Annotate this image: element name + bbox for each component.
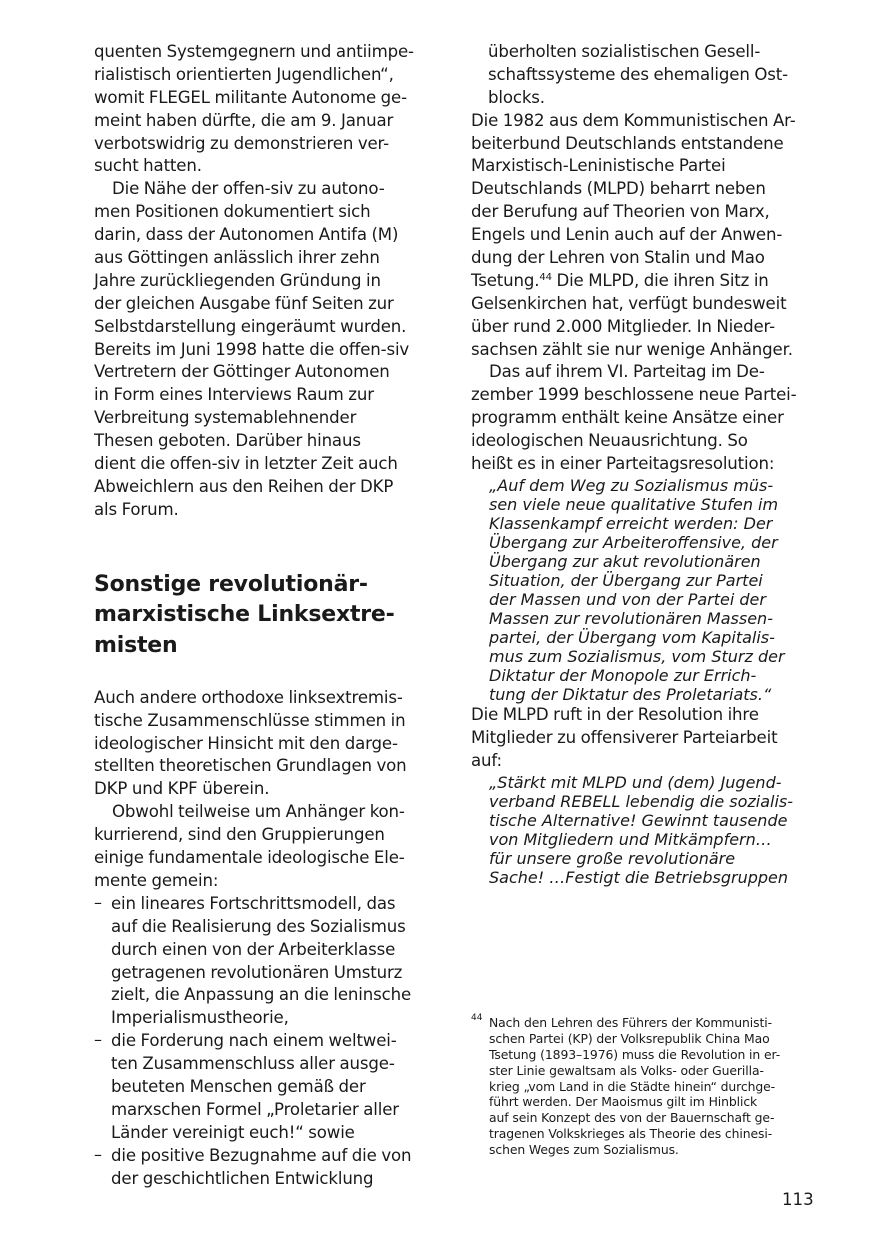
text-line: Übergang zur akut revolutionären [489, 551, 761, 571]
text-line: ideologischer Hinsicht mit den darge- [94, 733, 398, 753]
text-line: womit FLEGEL militante Autonome ge- [94, 87, 407, 107]
text-line: tische Zusammenschlüsse stimmen in [94, 710, 406, 730]
text-line: Gelsenkirchen hat, verfügt bundesweit [471, 293, 787, 313]
quotation [471, 773, 816, 887]
text-line: tische Alternative! Gewinnt tausende [489, 810, 788, 830]
text-line: Abweichlern aus den Reihen der DKP [94, 476, 394, 496]
text-line: sen viele neue qualitative Stufen im [489, 494, 779, 514]
text-line: führt werden. Der Maoismus gilt im Hinblick [489, 1094, 758, 1110]
text-segment: Tsetung. [471, 270, 540, 290]
footnote-body [471, 1015, 821, 1158]
text-line: DKP und KPF überein. [94, 779, 270, 799]
text-line: einige fundamentale ideologische Ele- [94, 848, 405, 868]
text-line: schen Partei (KP) der Volksrepublik China Mao [489, 1030, 770, 1046]
text-line: Tsetung (1893–1976) muss die Revolution in er- [489, 1046, 781, 1062]
text-line: Deutschlands (MLPD) beharrt neben [471, 179, 766, 199]
text-line: der Berufung auf Theorien von Marx, [471, 202, 770, 222]
text-line: die Forderung nach einem weltwei- [111, 1031, 397, 1051]
text-line: kurrierend, sind den Gruppierungen [94, 825, 385, 845]
text-line: sucht hatten. [94, 156, 202, 176]
text-line: verbotswidrig zu demonstrieren ver- [94, 133, 389, 153]
text-line: für unsere große revolutionäre [489, 848, 736, 868]
text-line: Imperialismustheorie, [111, 1008, 289, 1028]
text-line: meint haben dürfte, die am 9. Januar [94, 110, 394, 130]
text-line: überholten sozialistischen Gesell- [488, 42, 761, 61]
list-item-continuation [471, 41, 816, 110]
text-line: partei, der Übergang vom Kapitalis- [489, 627, 775, 647]
text-line: ten Zusammenschluss aller ausge- [111, 1054, 395, 1074]
text-line: Länder vereinigt euch!“ sowie [111, 1122, 355, 1142]
text-line: Marxistisch-Leninistische Partei [471, 156, 726, 176]
paragraph [471, 110, 816, 270]
text-line: ideologischen Neuausrichtung. So [471, 431, 748, 451]
text-line: marxschen Formel „Proletarier aller [111, 1099, 399, 1119]
text-line: Selbstdarstellung eingeräumt wurden. [94, 316, 407, 336]
text-line: Übergang zur Arbeiteroffensive, der [489, 532, 778, 552]
paragraph [94, 687, 439, 801]
paragraph [94, 178, 439, 521]
text-line: heißt es in einer Parteitagsresolution: [471, 454, 775, 474]
text-line: Obwohl teilweise um Anhänger kon- [112, 802, 405, 822]
text-line: ein lineares Fortschrittsmodell, das [111, 893, 396, 913]
footnote [471, 1015, 821, 1158]
text-line: Thesen geboten. Darüber hinaus [94, 431, 361, 451]
text-line: quenten Systemgegnern und antiimpe- [94, 42, 414, 61]
text-line: stellten theoretischen Grundlagen von [94, 756, 407, 776]
list-dash: – [94, 892, 102, 912]
list-item-text [488, 41, 816, 110]
text-line: Die 1982 aus dem Kommunistischen Ar- [471, 110, 796, 130]
text-line: mente gemein: [94, 870, 219, 890]
text-line: darin, dass der Autonomen Antifa (M) [94, 225, 399, 245]
text-line: der geschichtlichen Entwicklung [111, 1168, 374, 1188]
section-heading [94, 570, 439, 662]
list-dash: – [94, 1030, 102, 1050]
text-line: Massen zur revolutionären Massen- [489, 608, 773, 628]
text-line: Nach den Lehren des Führers der Kommunisti- [489, 1015, 772, 1030]
text-line: krieg „vom Land in die Städte hinein“ durchge- [489, 1078, 776, 1094]
text-line: „Stärkt mit MLPD und (dem) Jugend- [489, 772, 782, 792]
text-line: durch einen von der Arbeiterklasse [111, 939, 396, 959]
text-line: zielt, die Anpassung an die leninsche [111, 985, 412, 1005]
list-item [94, 1145, 439, 1191]
text-line: auf die Realisierung des Sozialismus [111, 916, 406, 936]
text-line: Bereits im Juni 1998 hatte die offen-siv [94, 339, 410, 359]
list-item-text [111, 1030, 439, 1144]
list-item-text [111, 893, 439, 1030]
footnote-reference: 44 [539, 271, 552, 283]
text-line: Vertretern der Göttinger Autonomen [94, 362, 390, 382]
text-line: die positive Bezugnahme auf die von [111, 1145, 412, 1165]
text-line: von Mitgliedern und Mitkämpfern… [489, 829, 772, 849]
text-line: misten [94, 633, 178, 659]
text-line: Jahre zurückliegenden Gründung in [94, 270, 381, 290]
text-line: auf: [471, 750, 502, 770]
list-dash: – [94, 1144, 102, 1164]
text-line: Sache! …Festigt die Betriebsgruppen [489, 867, 789, 887]
text-line: verband REBELL lebendig die sozialis- [489, 791, 794, 811]
text-line: auf sein Konzept des von der Bauernschaft ge- [489, 1110, 775, 1126]
text-line: programm enthält keine Ansätze einer [471, 408, 784, 428]
left-column [94, 41, 439, 1190]
text-line: aus Göttingen anlässlich ihrer zehn [94, 248, 380, 268]
text-line: rialistisch orientierten Jugendlichen“, [94, 64, 394, 84]
paragraph [471, 361, 816, 475]
text-line: dung der Lehren von Stalin und Mao [471, 248, 765, 268]
text-line: getragenen revolutionären Umsturz [111, 962, 403, 982]
paragraph [94, 41, 439, 178]
spacer [94, 522, 439, 570]
text-line: Die MLPD ruft in der Resolution ihre [471, 704, 759, 724]
list-item-text [111, 1145, 439, 1191]
paragraph [471, 704, 816, 773]
list-item [94, 893, 439, 1030]
text-line: Verbreitung systemablehnender [94, 408, 357, 428]
text-line: tung der Diktatur des Proletariats.“ [489, 684, 772, 704]
text-line: mus zum Sozialismus, vom Sturz der [489, 646, 785, 666]
text-line: blocks. [488, 87, 545, 107]
text-line: „Auf dem Weg zu Sozialismus müs- [489, 475, 774, 495]
right-column [471, 41, 816, 887]
text-line: Das auf ihrem VI. Parteitag im De- [489, 362, 765, 382]
text-line: schen Weges zum Sozialismus. [489, 1142, 679, 1158]
paragraph [471, 293, 816, 362]
text-line: sachsen zählt sie nur wenige Anhänger. [471, 339, 793, 359]
text-line: über rund 2.000 Mitglieder. In Nieder- [471, 316, 775, 336]
quotation [471, 476, 816, 704]
text-line: zember 1999 beschlossene neue Partei- [471, 385, 797, 405]
text-line: Mitglieder zu offensiverer Parteiarbeit [471, 727, 778, 747]
text-line: Die Nähe der offen-siv zu autono- [112, 179, 385, 199]
text-line: der Massen und von der Partei der [489, 589, 766, 609]
footnote-number: 44 [471, 1013, 483, 1023]
text-line: Auch andere orthodoxe linksextremis- [94, 687, 403, 707]
text-line: als Forum. [94, 499, 179, 519]
text-line: beiterbund Deutschlands entstandene [471, 133, 784, 153]
text-line: beuteten Menschen gemäß der [111, 1076, 366, 1096]
text-line: Situation, der Übergang zur Partei [489, 570, 763, 590]
text-line: dient die offen-siv in letzter Zeit auch [94, 454, 398, 474]
text-line: in Form eines Interviews Raum zur [94, 385, 374, 405]
text-line: Klassenkampf erreicht werden: Der [489, 513, 773, 533]
text-line: der gleichen Ausgabe fünf Seiten zur [94, 293, 394, 313]
text-line: Diktatur der Monopole zur Errich- [489, 665, 757, 685]
text-line: ster Linie gewaltsam als Volks- oder Guerilla- [489, 1062, 764, 1078]
footnote-text [471, 1015, 821, 1158]
text-line: schaftssysteme des ehemaligen Ost- [488, 64, 788, 84]
text-line: men Positionen dokumentiert sich [94, 202, 371, 222]
list-item [94, 1030, 439, 1144]
page-number: 113 [782, 1190, 814, 1209]
text-line: Sonstige revolutionär- [94, 571, 368, 597]
text-segment: Die MLPD, die ihren Sitz in [551, 270, 769, 290]
text-line: marxistische Linksextre- [94, 602, 395, 628]
paragraph [94, 801, 439, 893]
spacer [94, 662, 439, 687]
text-line-with-footnote [471, 270, 816, 293]
text-line: Engels und Lenin auch auf der Anwen- [471, 225, 783, 245]
text-line: tragenen Volkskrieges als Theorie des chinesi- [489, 1126, 773, 1142]
